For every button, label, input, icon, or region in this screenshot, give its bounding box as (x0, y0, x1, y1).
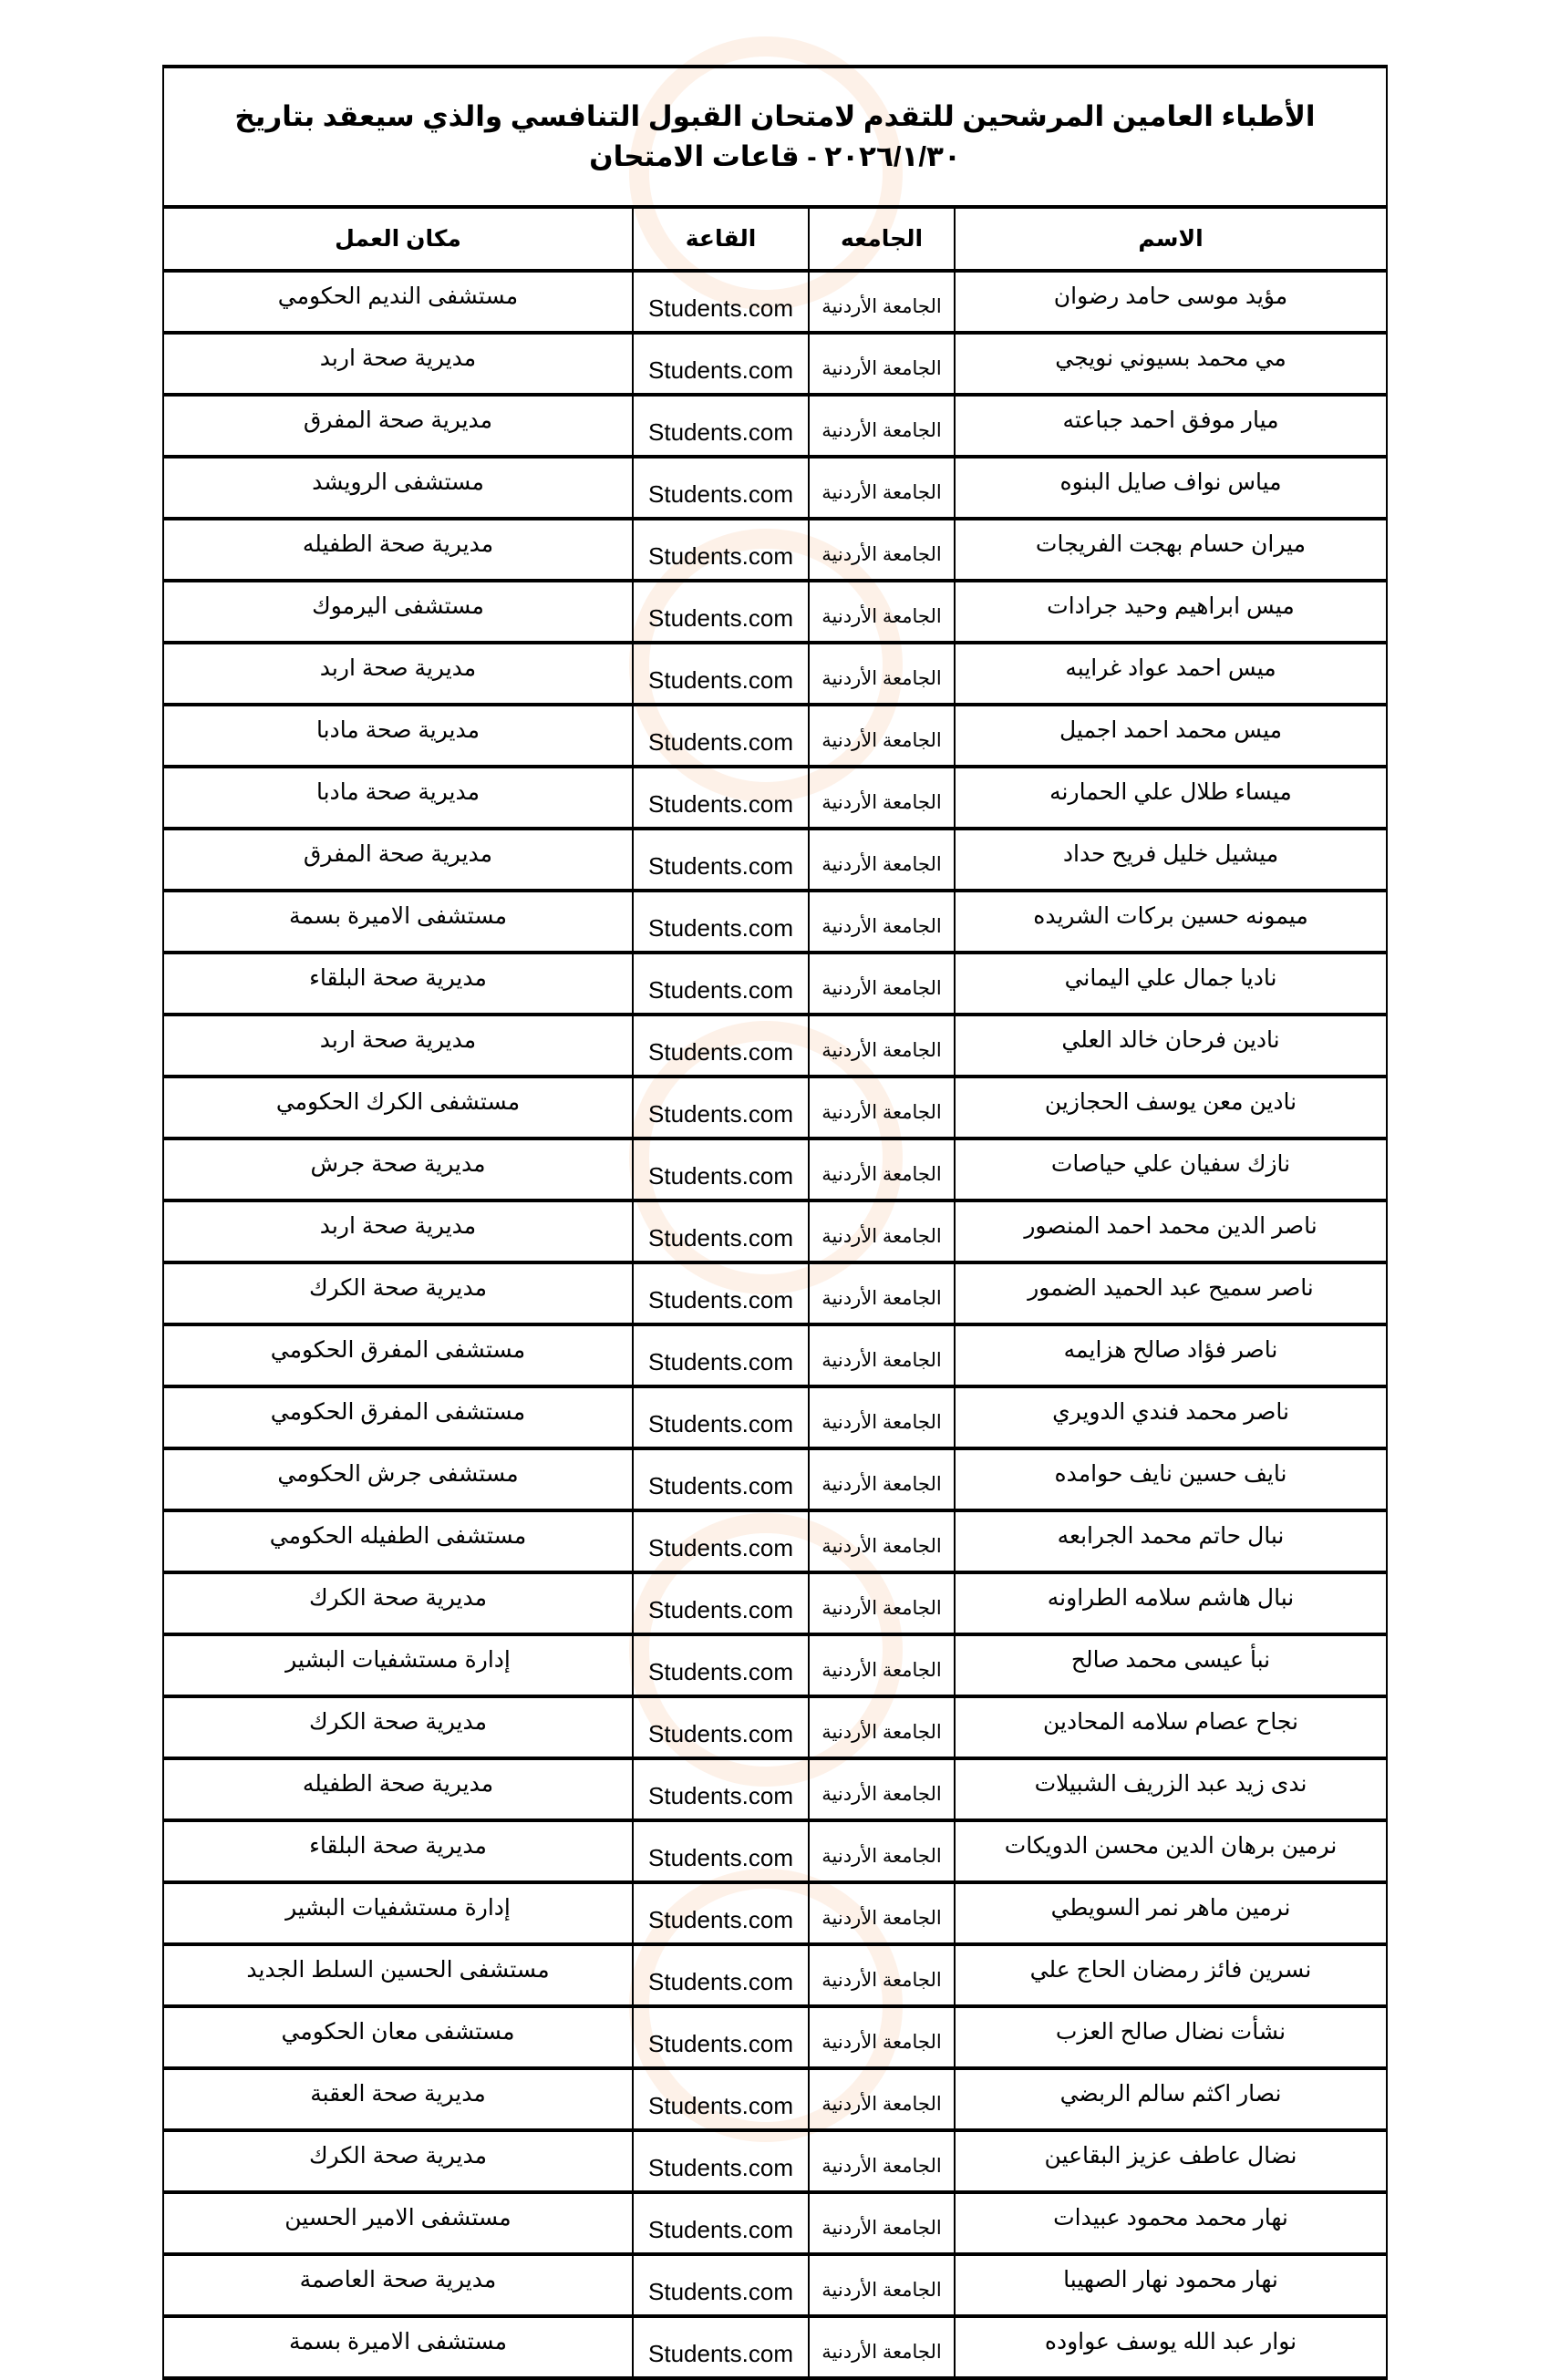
cell-hall: Students.com (633, 457, 809, 519)
cell-hall: Students.com (633, 1572, 809, 1634)
cell-university: الجامعة الأردنية (809, 829, 955, 891)
cell-university: الجامعة الأردنية (809, 1510, 955, 1572)
table-row (163, 1758, 1387, 1820)
cell-hall: Students.com (633, 767, 809, 829)
cell-name: ميساء طلال علي الحمارنه (955, 767, 1387, 829)
table-row (163, 2006, 1387, 2068)
cell-university: الجامعة الأردنية (809, 1077, 955, 1138)
cell-hall: Students.com (633, 2254, 809, 2316)
table-row (163, 1200, 1387, 1262)
header-name: الاسم (955, 207, 1387, 271)
cell-workplace: مستشفى الاميرة بسمة (163, 891, 633, 953)
cell-workplace: مديرية صحة اربد (163, 643, 633, 705)
cell-hall: Students.com (633, 1138, 809, 1200)
header-university: الجامعه (809, 207, 955, 271)
table-row (163, 1572, 1387, 1634)
cell-workplace: مديرية صحة مادبا (163, 705, 633, 767)
cell-hall: Students.com (633, 1262, 809, 1324)
cell-name: ندى زيد عبد الزريف الشبيلات (955, 1758, 1387, 1820)
cell-workplace: مديرية صحة جرش (163, 1138, 633, 1200)
cell-hall: Students.com (633, 1758, 809, 1820)
cell-university: الجامعة الأردنية (809, 1758, 955, 1820)
table-row (163, 457, 1387, 519)
cell-workplace: مديرية صحة الكرك (163, 1262, 633, 1324)
table-row (163, 1944, 1387, 2006)
table-row (163, 395, 1387, 457)
cell-hall: Students.com (633, 581, 809, 643)
cell-university: الجامعة الأردنية (809, 1820, 955, 1882)
table-row (163, 1015, 1387, 1077)
cell-workplace: مستشفى معان الحكومي (163, 2006, 633, 2068)
cell-university: الجامعة الأردنية (809, 519, 955, 581)
cell-university: الجامعة الأردنية (809, 1324, 955, 1386)
cell-hall: Students.com (633, 705, 809, 767)
cell-workplace: مديرية صحة الكرك (163, 1572, 633, 1634)
cell-hall: Students.com (633, 2316, 809, 2378)
cell-university: الجامعة الأردنية (809, 1696, 955, 1758)
cell-university: الجامعة الأردنية (809, 1386, 955, 1448)
table-row (163, 1262, 1387, 1324)
cell-university: الجامعة الأردنية (809, 457, 955, 519)
cell-name: ناصر الدين محمد احمد المنصور (955, 1200, 1387, 1262)
cell-name: نهار محمود نهار الصهيبا (955, 2254, 1387, 2316)
cell-name: نبأ عيسى محمد صالح (955, 1634, 1387, 1696)
cell-name: ميار موفق احمد جباعته (955, 395, 1387, 457)
cell-university: الجامعة الأردنية (809, 2192, 955, 2254)
table-row (163, 953, 1387, 1015)
cell-name: نسرين فائز رمضان الحاج علي (955, 1944, 1387, 2006)
cell-workplace: مستشفى الاميرة بسمة (163, 2316, 633, 2378)
cell-hall: Students.com (633, 1510, 809, 1572)
cell-name: نبال هاشم سلامه الطراونه (955, 1572, 1387, 1634)
cell-name: نبال حاتم محمد الجرابعه (955, 1510, 1387, 1572)
cell-workplace: مستشفى المفرق الحكومي (163, 1324, 633, 1386)
cell-hall: Students.com (633, 519, 809, 581)
cell-workplace: مستشفى النديم الحكومي (163, 271, 633, 333)
candidates-table (162, 65, 1388, 2380)
cell-university: الجامعة الأردنية (809, 1200, 955, 1262)
table-header (163, 207, 1387, 271)
table-row (163, 1882, 1387, 1944)
cell-workplace: مديرية صحة العاصمة (163, 2254, 633, 2316)
table-row (163, 1077, 1387, 1138)
cell-workplace: مديرية صحة الطفيله (163, 1758, 633, 1820)
cell-name: ناصر سميح عبد الحميد الضمور (955, 1262, 1387, 1324)
cell-hall: Students.com (633, 395, 809, 457)
table-row (163, 2192, 1387, 2254)
cell-workplace: مديرية صحة اربد (163, 333, 633, 395)
table-row (163, 581, 1387, 643)
table-row (163, 1634, 1387, 1696)
cell-hall: Students.com (633, 271, 809, 333)
cell-hall: Students.com (633, 1696, 809, 1758)
header-workplace: مكان العمل (163, 207, 633, 271)
table-row (163, 1820, 1387, 1882)
cell-university: الجامعة الأردنية (809, 643, 955, 705)
cell-hall: Students.com (633, 953, 809, 1015)
cell-workplace: مديرية صحة المفرق (163, 395, 633, 457)
cell-university: الجامعة الأردنية (809, 1944, 955, 2006)
table-row (163, 2130, 1387, 2192)
cell-workplace: مديرية صحة مادبا (163, 767, 633, 829)
cell-name: نادين فرحان خالد العلي (955, 1015, 1387, 1077)
cell-hall: Students.com (633, 643, 809, 705)
cell-hall: Students.com (633, 2192, 809, 2254)
cell-name: مي محمد بسيوني نويجي (955, 333, 1387, 395)
cell-university: الجامعة الأردنية (809, 2006, 955, 2068)
cell-workplace: مديرية صحة الكرك (163, 2130, 633, 2192)
cell-university: الجامعة الأردنية (809, 2254, 955, 2316)
cell-workplace: مستشفى الرويشد (163, 457, 633, 519)
cell-name: نشأت نضال صالح العزب (955, 2006, 1387, 2068)
table-row (163, 891, 1387, 953)
cell-workplace: مستشفى جرش الحكومي (163, 1448, 633, 1510)
cell-university: الجامعة الأردنية (809, 1634, 955, 1696)
cell-name: نادين معن يوسف الحجازين (955, 1077, 1387, 1138)
cell-hall: Students.com (633, 1324, 809, 1386)
cell-workplace: مستشفى الكرك الحكومي (163, 1077, 633, 1138)
cell-name: ميران حسام بهجت الفريجات (955, 519, 1387, 581)
cell-name: نجاح عصام سلامه المحادين (955, 1696, 1387, 1758)
cell-hall: Students.com (633, 1200, 809, 1262)
cell-university: الجامعة الأردنية (809, 1882, 955, 1944)
table-row (163, 829, 1387, 891)
table-row (163, 767, 1387, 829)
cell-university: الجامعة الأردنية (809, 2130, 955, 2192)
cell-name: نضال عاطف عزيز البقاعين (955, 2130, 1387, 2192)
cell-university: الجامعة الأردنية (809, 891, 955, 953)
cell-hall: Students.com (633, 1077, 809, 1138)
cell-name: نرمين برهان الدين محسن الدويكات (955, 1820, 1387, 1882)
cell-hall: Students.com (633, 2130, 809, 2192)
table-row (163, 1696, 1387, 1758)
table-row (163, 2068, 1387, 2130)
header-hall: القاعة (633, 207, 809, 271)
cell-workplace: مديرية صحة الطفيله (163, 519, 633, 581)
cell-workplace: مديرية صحة اربد (163, 1015, 633, 1077)
cell-university: الجامعة الأردنية (809, 2316, 955, 2378)
cell-university: الجامعة الأردنية (809, 395, 955, 457)
cell-workplace: مديرية صحة العقبة (163, 2068, 633, 2130)
cell-hall: Students.com (633, 1448, 809, 1510)
table-row (163, 2254, 1387, 2316)
table-row (163, 1510, 1387, 1572)
cell-hall: Students.com (633, 1015, 809, 1077)
cell-workplace: مديرية صحة البلقاء (163, 953, 633, 1015)
cell-workplace: مستشفى الحسين السلط الجديد (163, 1944, 633, 2006)
cell-name: مؤيد موسى حامد رضوان (955, 271, 1387, 333)
cell-name: ميس محمد احمد اجميل (955, 705, 1387, 767)
cell-university: الجامعة الأردنية (809, 2068, 955, 2130)
cell-university: الجامعة الأردنية (809, 705, 955, 767)
table-row (163, 271, 1387, 333)
table-row (163, 1324, 1387, 1386)
cell-workplace: مديرية صحة اربد (163, 1200, 633, 1262)
cell-name: ناصر فؤاد صالح هزايمه (955, 1324, 1387, 1386)
table-row (163, 1448, 1387, 1510)
cell-name: نهار محمد محمود عبيدات (955, 2192, 1387, 2254)
cell-workplace: إدارة مستشفيات البشير (163, 1634, 633, 1696)
cell-name: مياس نواف صايل البنوه (955, 457, 1387, 519)
cell-university: الجامعة الأردنية (809, 1572, 955, 1634)
page-title: الأطباء العامين المرشحين للتقدم لامتحان القبول التنافسي والذي سيعقد بتاريخ ٢٠٢٦/١/٣٠ - قاعات الامتحان (163, 67, 1387, 207)
cell-name: نايف حسين نايف حوامده (955, 1448, 1387, 1510)
cell-hall: Students.com (633, 891, 809, 953)
cell-university: الجامعة الأردنية (809, 1138, 955, 1200)
table-row (163, 333, 1387, 395)
cell-workplace: مستشفى المفرق الحكومي (163, 1386, 633, 1448)
cell-workplace: إدارة مستشفيات البشير (163, 1882, 633, 1944)
cell-hall: Students.com (633, 1820, 809, 1882)
cell-university: الجامعة الأردنية (809, 767, 955, 829)
cell-university: الجامعة الأردنية (809, 1448, 955, 1510)
cell-hall: Students.com (633, 1634, 809, 1696)
table-row (163, 643, 1387, 705)
cell-name: نازك سفيان علي حياصات (955, 1138, 1387, 1200)
cell-hall: Students.com (633, 2068, 809, 2130)
cell-workplace: مديرية صحة الكرك (163, 1696, 633, 1758)
cell-university: الجامعة الأردنية (809, 581, 955, 643)
cell-hall: Students.com (633, 2006, 809, 2068)
cell-hall: Students.com (633, 829, 809, 891)
table-row (163, 519, 1387, 581)
table-row (163, 2316, 1387, 2378)
cell-name: نرمين ماهر نمر السويطي (955, 1882, 1387, 1944)
cell-university: الجامعة الأردنية (809, 1262, 955, 1324)
cell-workplace: مديرية صحة البلقاء (163, 1820, 633, 1882)
cell-name: نوار عبد الله يوسف عواوده (955, 2316, 1387, 2378)
cell-name: نصار اكثم سالم الربضي (955, 2068, 1387, 2130)
cell-hall: Students.com (633, 333, 809, 395)
cell-name: ناديا جمال علي اليماني (955, 953, 1387, 1015)
cell-workplace: مستشفى الامير الحسين (163, 2192, 633, 2254)
cell-workplace: مستشفى اليرموك (163, 581, 633, 643)
cell-university: الجامعة الأردنية (809, 333, 955, 395)
cell-name: ناصر محمد فندي الدويري (955, 1386, 1387, 1448)
cell-hall: Students.com (633, 1944, 809, 2006)
table-row (163, 1138, 1387, 1200)
cell-name: ميمونه حسين بركات الشريده (955, 891, 1387, 953)
cell-name: ميشيل خليل فريح حداد (955, 829, 1387, 891)
cell-university: الجامعة الأردنية (809, 271, 955, 333)
cell-name: ميس احمد عواد غرايبه (955, 643, 1387, 705)
cell-hall: Students.com (633, 1882, 809, 1944)
cell-hall: Students.com (633, 1386, 809, 1448)
cell-university: الجامعة الأردنية (809, 1015, 955, 1077)
cell-workplace: مديرية صحة المفرق (163, 829, 633, 891)
cell-name: ميس ابراهيم وحيد جرادات (955, 581, 1387, 643)
table-row (163, 1386, 1387, 1448)
cell-workplace: مستشفى الطفيله الحكومي (163, 1510, 633, 1572)
cell-university: الجامعة الأردنية (809, 953, 955, 1015)
table-row (163, 705, 1387, 767)
candidates-sheet (164, 65, 1388, 2380)
